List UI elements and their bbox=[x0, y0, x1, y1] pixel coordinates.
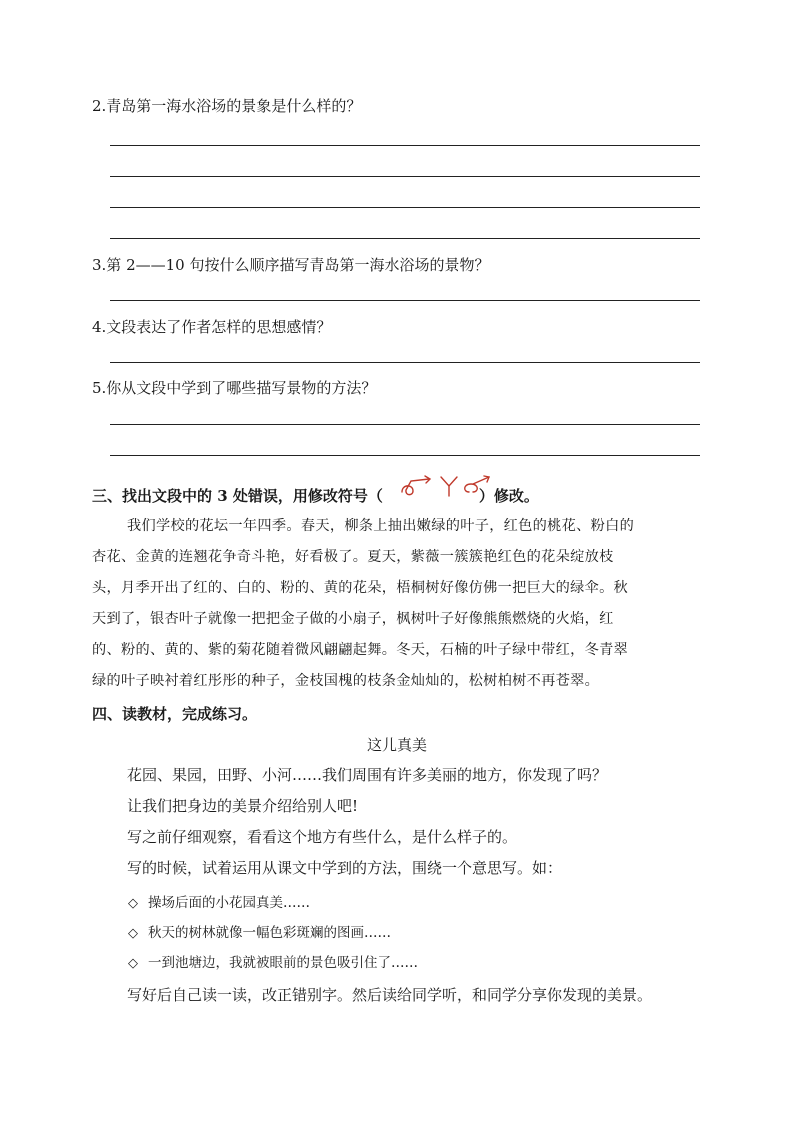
passage-line: 让我们把身边的美景介绍给别人吧! bbox=[127, 797, 359, 815]
question-3: 3.第 2——10 句按什么顺序描写青岛第一海水浴场的景物？ bbox=[92, 256, 490, 274]
passage-closing: 写好后自己读一读，改正错别字。然后读给同学听，和同学分享你发现的美景。 bbox=[127, 986, 653, 1004]
passage-line: 写的时候，试着运用从课文中学到的方法，围绕一个意思写。如： bbox=[127, 859, 563, 877]
answer-line bbox=[110, 207, 700, 208]
section-4-heading: 四、读教材，完成练习。 bbox=[92, 705, 258, 723]
paragraph-line: 天到了，银杏叶子就像一把把金子做的小扇子，枫树叶子好像熊熊燃烧的火焰，红 bbox=[92, 611, 614, 627]
paragraph-line: 杏花、金黄的连翘花争奇斗艳，好看极了。夏天，紫薇一簇簇艳红色的花朵绽放枝 bbox=[92, 549, 614, 565]
answer-line bbox=[110, 145, 700, 146]
passage-line: 写之前仔细观察，看看这个地方有些什么，是什么样子的。 bbox=[127, 828, 518, 846]
diamond-bullet-icon: ◇ bbox=[128, 926, 138, 941]
paragraph-line: 我们学校的花坛一年四季。春天，柳条上抽出嫩绿的叶子，红色的桃花、粉白的 bbox=[127, 518, 635, 534]
passage-line: 花园、果园，田野、小河……我们周围有许多美丽的地方，你发现了吗？ bbox=[127, 766, 608, 784]
answer-line bbox=[110, 176, 700, 177]
correction-marks-icon bbox=[399, 472, 495, 498]
answer-line bbox=[110, 455, 700, 456]
diamond-bullet-icon: ◇ bbox=[128, 896, 138, 911]
section-3-heading-before: 三、找出文段中的 3 处错误，用修改符号（ bbox=[92, 487, 383, 505]
paragraph-line: 绿的叶子映衬着红彤彤的种子，金枝国槐的枝条金灿灿的，松树柏树不再苍翠。 bbox=[92, 673, 600, 689]
example-item: ◇ 操场后面的小花园真美…… bbox=[128, 895, 310, 911]
example-item: ◇ 秋天的树林就像一幅色彩斑斓的图画…… bbox=[128, 925, 391, 941]
question-5: 5.你从文段中学到了哪些描写景物的方法？ bbox=[92, 379, 377, 397]
answer-line bbox=[110, 362, 700, 363]
answer-line bbox=[110, 424, 700, 425]
paragraph-line: 的、粉的、黄的、紫的菊花随着微风翩翩起舞。冬天，石楠的叶子绿中带红，冬青翠 bbox=[92, 642, 629, 658]
diamond-bullet-icon: ◇ bbox=[128, 956, 138, 971]
passage-title: 这儿真美 bbox=[366, 736, 427, 754]
question-4: 4.文段表达了作者怎样的思想感情？ bbox=[92, 318, 332, 336]
paragraph-line: 头，月季开出了红的、白的、粉的、黄的花朵，梧桐树好像仿佛一把巨大的绿伞。秋 bbox=[92, 580, 629, 596]
question-2: 2.青岛第一海水浴场的景象是什么样的？ bbox=[92, 97, 362, 115]
example-item: ◇ 一到池塘边，我就被眼前的景色吸引住了…… bbox=[128, 955, 418, 971]
section-3-heading-after: ）修改。 bbox=[478, 487, 539, 505]
answer-line bbox=[110, 300, 700, 301]
answer-line bbox=[110, 238, 700, 239]
